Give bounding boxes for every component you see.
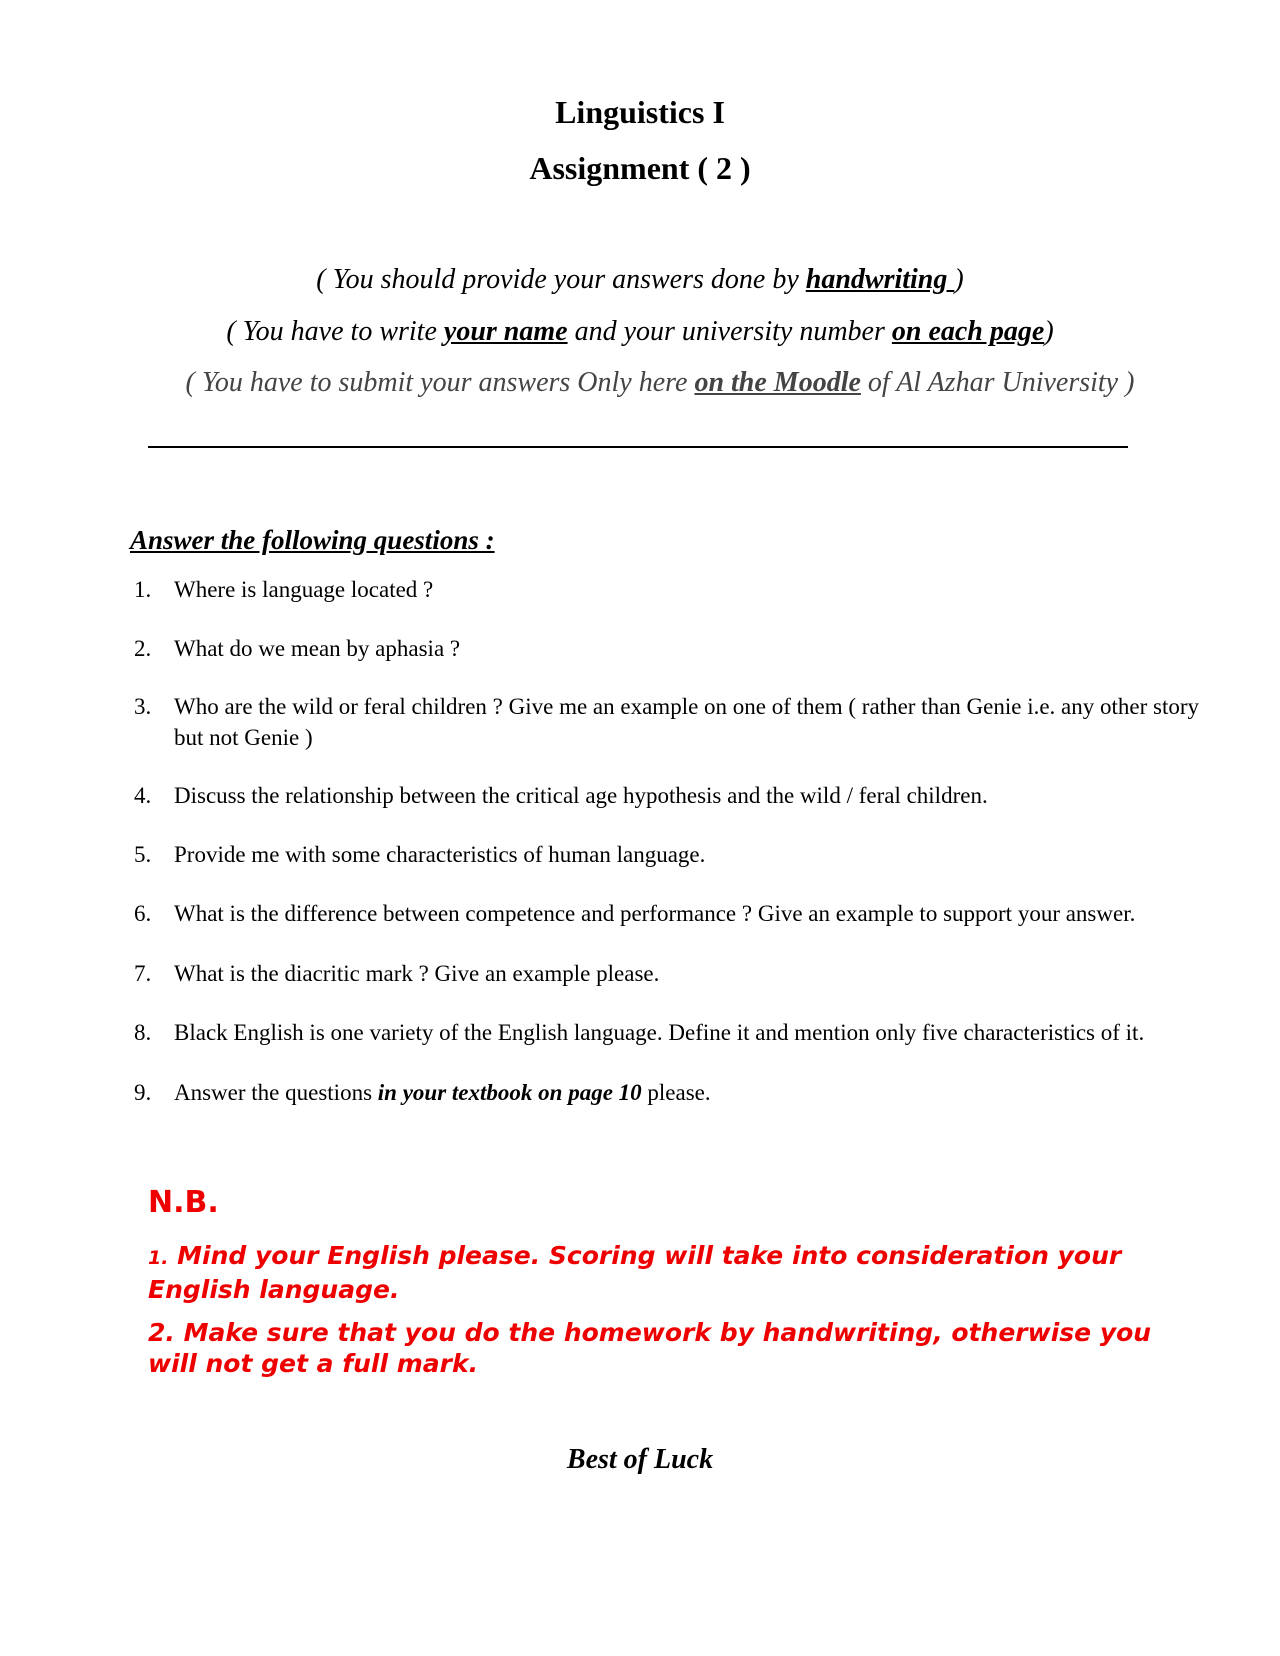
- instruction-emphasis: handwriting: [805, 264, 955, 295]
- question-text: Who are the wild or feral children ? Give me an example on one of them ( rather than Genie i.e. any other story but not Genie ): [174, 694, 1200, 750]
- question-number: 5.: [134, 842, 152, 867]
- instruction-emphasis: on each page: [891, 316, 1045, 347]
- instruction-handwriting: [0, 264, 1280, 296]
- instruction-text: ( You have to write: [226, 316, 444, 347]
- question-text-part: please.: [641, 1080, 711, 1105]
- question-text: What is the diacritic mark ? Give an example please.: [174, 961, 660, 986]
- instruction-moodle: [0, 367, 1280, 399]
- course-title: Linguistics I: [555, 94, 725, 130]
- question-number: 7.: [134, 961, 152, 986]
- instruction-text: ( You should provide your answers done by: [316, 264, 806, 295]
- question-text: What is the difference between competence and performance ? Give an example to support your answer.: [174, 901, 1136, 926]
- note-text: Mind your English please. Scoring will take into consideration your English language.: [148, 1241, 1122, 1304]
- question-text: Discuss the relationship between the critical age hypothesis and the wild / feral children.: [174, 783, 988, 808]
- question-number: 4.: [134, 783, 152, 808]
- question-number: 2.: [134, 636, 152, 661]
- instruction-text: and your university number: [567, 316, 892, 347]
- question-number: 3.: [134, 694, 152, 719]
- question-number: 9.: [134, 1080, 152, 1105]
- instruction-emphasis: on the Moodle: [694, 367, 861, 398]
- question-number: 8.: [134, 1020, 152, 1045]
- note-number: 1.: [148, 1247, 169, 1269]
- question-text: What do we mean by aphasia ?: [174, 636, 461, 661]
- instruction-text: ( You have to submit your answers Only here: [185, 367, 695, 398]
- note-item-2: 2. Make sure that you do the homework by handwriting, otherwise you will not get a full mark.: [148, 1318, 1152, 1378]
- note-item-1: [148, 1240, 1208, 1305]
- question-text-part: Answer the questions: [174, 1080, 378, 1105]
- question-number: 1.: [134, 577, 152, 602]
- instruction-name: [0, 316, 1280, 348]
- instruction-text: of Al Azhar University ): [860, 367, 1135, 398]
- divider-line: [148, 446, 1128, 448]
- question-number: 6.: [134, 901, 152, 926]
- question-text: Where is language located ?: [174, 577, 434, 602]
- instruction-text: ): [954, 264, 964, 295]
- question-text: Provide me with some characteristics of human language.: [174, 842, 706, 867]
- question-text: [174, 1077, 1234, 1108]
- closing-text: Best of Luck: [566, 1444, 714, 1475]
- instruction-emphasis: your name: [443, 316, 568, 347]
- instruction-text: ): [1044, 316, 1054, 347]
- questions-heading: Answer the following questions :: [130, 525, 495, 555]
- assignment-title: Assignment ( 2 ): [529, 150, 751, 186]
- question-text: Black English is one variety of the English language. Define it and mention only five characteristics of it.: [174, 1020, 1145, 1045]
- question-emphasis: in your textbook on page 10: [377, 1080, 642, 1105]
- notes-title: N.B.: [148, 1185, 219, 1220]
